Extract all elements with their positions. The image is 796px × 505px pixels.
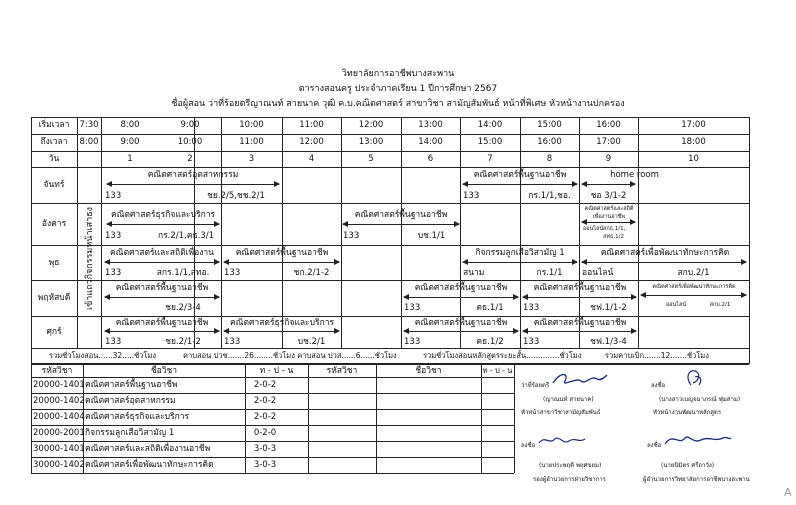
class-subject: คณิตศาสตร์และสถิติเพื่องาน: [110, 248, 214, 258]
signer-role: หัวหน้าสาขาวิชาสามัญสัมพันธ์: [521, 409, 601, 416]
span-arrow: [582, 222, 635, 223]
signature-scribble: [551, 369, 609, 389]
class-group: บช.2/1: [297, 337, 326, 347]
summary-total: รวมชั่วโมงสอน......32.....ชั่วโมง: [49, 351, 157, 360]
signer-role: หัวหน้างานพัฒนาหลักสูตร: [653, 409, 722, 416]
span-arrow: [523, 297, 636, 298]
end-time: 9:00: [120, 137, 140, 147]
period-number: 5: [368, 154, 374, 164]
class-room: 133: [105, 268, 122, 278]
class-group: ชก.2/1-2: [293, 268, 330, 278]
class-subject: คณิตศาสตร์พื้นฐานอาชีพ: [115, 283, 209, 293]
course-code: 20000-1404: [33, 412, 85, 422]
course-code: 20000-1401: [33, 380, 85, 390]
class-room: 133: [105, 337, 122, 347]
signature-prefix: ลงชื่อ: [647, 442, 662, 449]
class-subject: คณิตศาสตร์พื้นฐานอาชีพ: [533, 283, 627, 293]
course-tpn: 2-0-2: [253, 412, 277, 422]
span-arrow: [343, 224, 459, 225]
class-group: คธ.1/2: [476, 337, 504, 347]
span-arrow: [463, 184, 577, 185]
signer-role: รองผู้อำนวยการฝ่ายวิชาการ: [533, 476, 606, 483]
period-number: 10: [688, 154, 699, 164]
span-arrow: [582, 184, 635, 185]
signer-name: (นายประพฤติ พฤศขยม): [539, 462, 602, 469]
class-room: 133: [224, 337, 241, 347]
course-col-header: รหัสวิชา: [326, 366, 358, 376]
span-arrow: [404, 331, 518, 332]
span-arrow: [105, 262, 219, 263]
signer-name: (นายนิมิตร ศรีถาวัง): [661, 462, 715, 469]
class-room: 133: [404, 303, 421, 313]
signature-scribble: [681, 367, 711, 389]
span-arrow: [463, 262, 577, 263]
course-name: คณิตศาสตร์พื้นฐานอาชีพ: [85, 380, 178, 390]
start-time: 14:00: [477, 120, 503, 130]
timetable-grid: [31, 117, 749, 364]
day-label: ศุกร์: [46, 327, 62, 337]
end-time: 17:00: [596, 137, 621, 147]
class-room: ออนไลน์: [665, 302, 687, 308]
edge-mark: A: [784, 486, 792, 499]
class-subject: กิจกรรมลูกเสือวิสามัญ 1: [475, 248, 565, 258]
span-arrow: [224, 331, 339, 332]
end-time: 13:00: [358, 137, 384, 147]
start-time: 17:00: [681, 120, 706, 130]
start-time: 9:00: [180, 120, 200, 130]
day-label: พุธ: [48, 258, 60, 268]
course-tpn: 3-0-3: [253, 444, 277, 454]
period-number: 8: [546, 154, 553, 164]
start-time: 11:00: [299, 120, 324, 130]
class-subject: คณิตศาสตร์และสถิติเพื่องานอาชีพ: [584, 206, 634, 220]
class-subject: home room: [610, 170, 659, 180]
signature-prefix: ว่าที่ร้อยตรี: [521, 382, 550, 389]
day-label: พฤหัสบดี: [37, 293, 71, 303]
class-room: 133: [523, 303, 540, 313]
class-room: สนาม: [463, 268, 485, 278]
period-number: 4: [308, 154, 315, 164]
course-code: 30000-1402: [33, 460, 85, 470]
class-subject: คณิตศาสตร์ธุรกิจและบริการ: [229, 318, 335, 328]
class-room: 133: [523, 337, 540, 347]
signer-name: (ญาณนท์ สายนาค): [543, 396, 594, 403]
summary-extra: รวมคาบเบิก.......12.......ชั่วโมง: [605, 351, 709, 360]
start-time: 16:00: [596, 120, 621, 130]
start-time: 8:00: [120, 120, 140, 130]
class-group: บช.1/1: [417, 231, 446, 241]
signer-name: (นางสาวเบญจมาภรณ์ ฟุ่มสาม): [659, 396, 741, 403]
teacher-info: ชื่อผู้สอน ว่าที่ร้อยตรีญาณนท์ สายนาค วุฒิ ค.บ.คณิตศาสตร์ สาขาวิชา สามัญสัมพันธ์ หน้าที่พิเศษ หัวหน้างานปกครอง: [171, 99, 625, 109]
period-number: 1: [127, 154, 133, 164]
end-time: 18:00: [681, 137, 706, 147]
class-subject: คณิตศาสตร์พื้นฐานอาชีพ: [533, 318, 627, 328]
class-group: คธ.1/1: [476, 303, 504, 313]
class-room: 133: [343, 231, 360, 241]
course-table: [31, 364, 749, 497]
course-col-header: ชื่อวิชา: [415, 366, 442, 376]
span-arrow: [523, 331, 636, 332]
span-arrow: [404, 297, 518, 298]
class-group: สกธ.1/1, สทธ.1/2: [603, 226, 626, 240]
course-code: 30000-1401: [33, 444, 85, 454]
class-subject: คณิตศาสตร์พื้นฐานอาชีพ: [414, 318, 508, 328]
period-number: 2: [187, 154, 193, 164]
end-time-label: ถึงเวลา: [40, 137, 68, 147]
course-tpn: 2-0-2: [253, 380, 277, 390]
course-col-header: ท - ป - น: [482, 366, 513, 375]
span-arrow: [105, 297, 219, 298]
course-col-header: ชื่อวิชา: [150, 366, 178, 376]
course-code: 20000-2001: [33, 428, 85, 438]
class-group: กร.2/1,คธ.3/1: [157, 231, 215, 241]
course-name: คณิตศาสตร์ธุรกิจและบริการ: [85, 412, 190, 422]
end-time: 11:00: [239, 137, 264, 147]
end-time: 8:00: [79, 137, 99, 147]
course-tpn: 0-2-0: [253, 428, 277, 438]
period-number: 6: [427, 154, 434, 164]
period-label: วัน: [48, 154, 60, 164]
period-number: 3: [248, 154, 255, 164]
period-number: 7: [487, 154, 493, 164]
class-subject: คณิตศาสตร์พื้นฐานอาชีพ: [414, 283, 508, 293]
class-subject: คณิตศาสตร์พื้นฐานอาชีพ: [473, 170, 567, 180]
span-arrow: [224, 262, 339, 263]
end-time: 15:00: [477, 137, 503, 147]
college-name: วิทยาลัยการอาชีพบางสะพาน: [341, 69, 455, 79]
signature-scribble: [537, 431, 587, 449]
course-name: คณิตศาสตร์อุตสาหกรรม: [85, 396, 176, 406]
class-group: ชย.2/1-2: [165, 337, 201, 347]
day-label: อังคาร: [41, 219, 67, 229]
signature-scribble: [663, 430, 733, 450]
class-room: 133: [404, 337, 421, 347]
class-group: สกร.1/1,สทอ.: [156, 268, 210, 278]
signature-prefix: ลงชื่อ: [651, 382, 666, 389]
start-time: 13:00: [418, 120, 443, 130]
page-title: ตารางสอนครู ประจำภาคเรียน 1 ปีการศึกษา 2567: [298, 84, 498, 94]
class-group: ชอ 3/1-2: [590, 191, 627, 201]
class-group: สกบ.2/1: [709, 302, 731, 308]
class-group: ชฟ.1/1-2: [590, 303, 627, 313]
start-time: 15:00: [537, 120, 562, 130]
course-tpn: 3-0-3: [253, 460, 277, 470]
summary-short-course: รวมชั่วโมงสอนหลักสูตรระยะสั้น..............ชั่วโมง: [423, 351, 582, 360]
class-room: ออนไลน์: [583, 226, 604, 232]
end-time: 16:00: [537, 137, 562, 147]
class-room: 133: [463, 191, 480, 201]
class-room: 133: [105, 191, 122, 201]
signer-role: ผู้อำนวยการวิทยาลัยการอาชีพบางสะพาน: [643, 476, 750, 483]
start-time: 7:30: [79, 120, 99, 130]
span-arrow: [641, 295, 746, 296]
start-time: 12:00: [358, 120, 384, 130]
course-col-header: ท - ป - น: [259, 366, 294, 376]
course-name: กิจกรรมลูกเสือวิสามัญ 1: [85, 428, 175, 438]
end-time: 14:00: [418, 137, 443, 147]
summary-class-hours: คาบสอน ปวช.......26........ชั่วโมง คาบสอน ปวส......6......ชั่วโมง: [183, 351, 397, 360]
class-subject: คณิตศาสตร์เพื่อพัฒนาทักษะการคิด: [600, 248, 730, 258]
start-time: 10:00: [239, 120, 264, 130]
course-name: คณิตศาสตร์เพื่อพัฒนาทักษะการคิด: [85, 460, 214, 470]
class-subject: คณิตศาสตร์พื้นฐานอาชีพ: [115, 318, 209, 328]
class-room: 133: [224, 268, 241, 278]
class-group: ชฟ.1/3-4: [590, 337, 627, 347]
span-arrow: [107, 224, 219, 225]
span-arrow: [107, 184, 279, 185]
span-arrow: [582, 262, 746, 263]
period-number: 9: [605, 154, 612, 164]
class-group: กร.1/1,ชอ.: [528, 191, 571, 201]
class-room: 133: [105, 231, 122, 241]
class-subject: คณิตศาสตร์พื้นฐานอาชีพ: [354, 210, 448, 220]
course-col-header: รหัสวิชา: [41, 366, 73, 376]
course-name: คณิตศาสตร์และสถิติเพื่องานอาชีพ: [85, 444, 211, 454]
class-group: ชย.2/3-4: [165, 303, 201, 313]
end-time: 10:00: [177, 137, 203, 147]
signature-prefix: ลงชื่อ: [521, 442, 536, 449]
day-label: จันทร์: [43, 180, 65, 190]
class-subject: คณิตศาสตร์พื้นฐานอาชีพ: [235, 248, 329, 258]
class-group: ชย.2/5,ชช.2/1: [207, 191, 265, 201]
class-group: กร.1/1: [536, 268, 563, 278]
course-code: 20000-1402: [33, 396, 85, 406]
class-subject: คณิตศาสตร์ธุรกิจและบริการ: [110, 210, 216, 220]
class-subject: คณิตศาสตร์อุตสาหกรรม: [147, 170, 239, 180]
morning-activity-label: เข้าแถวกิจกรรมหน้าเสาธง: [85, 206, 95, 310]
course-tpn: 2-0-2: [253, 396, 277, 406]
class-subject: คณิตศาสตร์เพื่อพัฒนาทักษะการคิด: [652, 284, 736, 290]
span-arrow: [105, 331, 219, 332]
class-group: สกบ.2/1: [677, 268, 710, 278]
start-time-label: เริ่มเวลา: [38, 120, 70, 130]
class-room: ออนไลน์: [582, 268, 614, 278]
end-time: 12:00: [299, 137, 324, 147]
